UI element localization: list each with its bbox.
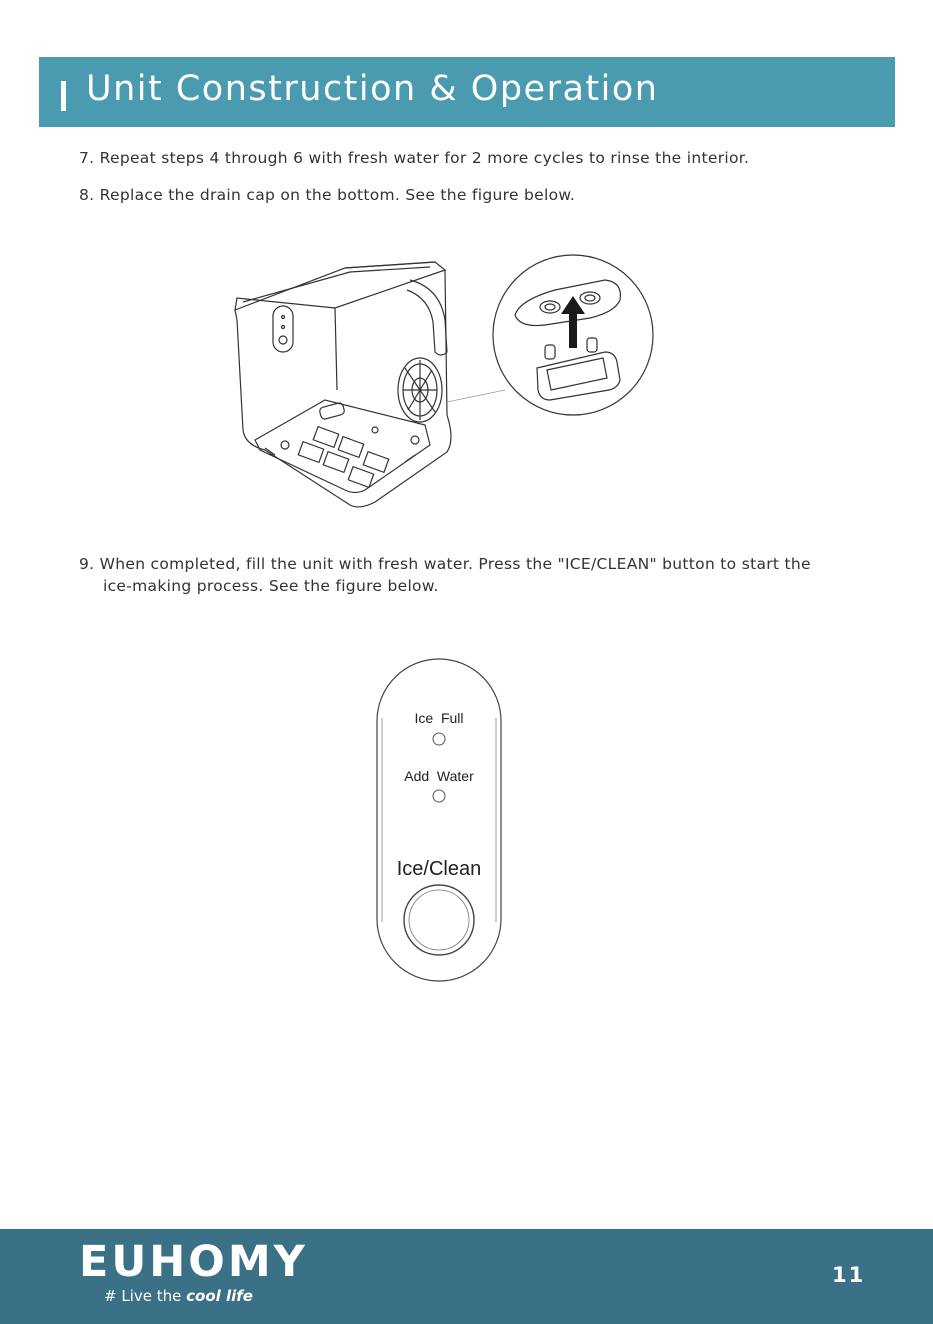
tagline-prefix: # Live the (104, 1287, 187, 1305)
brand-tagline (104, 1287, 253, 1305)
drain-cap-figure (225, 240, 665, 515)
header-accent-bar (61, 81, 66, 111)
tagline-emphasis: cool life (186, 1287, 253, 1305)
step-7-text: 7. Repeat steps 4 through 6 with fresh water for 2 more cycles to rinse the interior. (79, 149, 750, 167)
page-footer (0, 1229, 933, 1324)
section-title: Unit Construction & Operation (86, 69, 659, 109)
step-8-text: 8. Replace the drain cap on the bottom. See the figure below. (79, 186, 576, 204)
ice-clean-button-label: Ice/Clean (396, 858, 482, 880)
page-number: 11 (832, 1263, 866, 1287)
brand-logo: EUHOMY (79, 1237, 308, 1287)
ice-full-indicator-label: Ice Full (414, 710, 464, 726)
ice-clean-button[interactable] (404, 885, 474, 955)
section-header (39, 57, 895, 127)
step-9-text: 9. When completed, fill the unit with fresh water. Press the "ICE/CLEAN" button to start the (79, 555, 811, 573)
control-panel-figure (376, 658, 502, 982)
step-9-text-continued: ice-making process. See the figure below. (103, 577, 439, 595)
add-water-indicator-label: Add Water (404, 768, 474, 784)
